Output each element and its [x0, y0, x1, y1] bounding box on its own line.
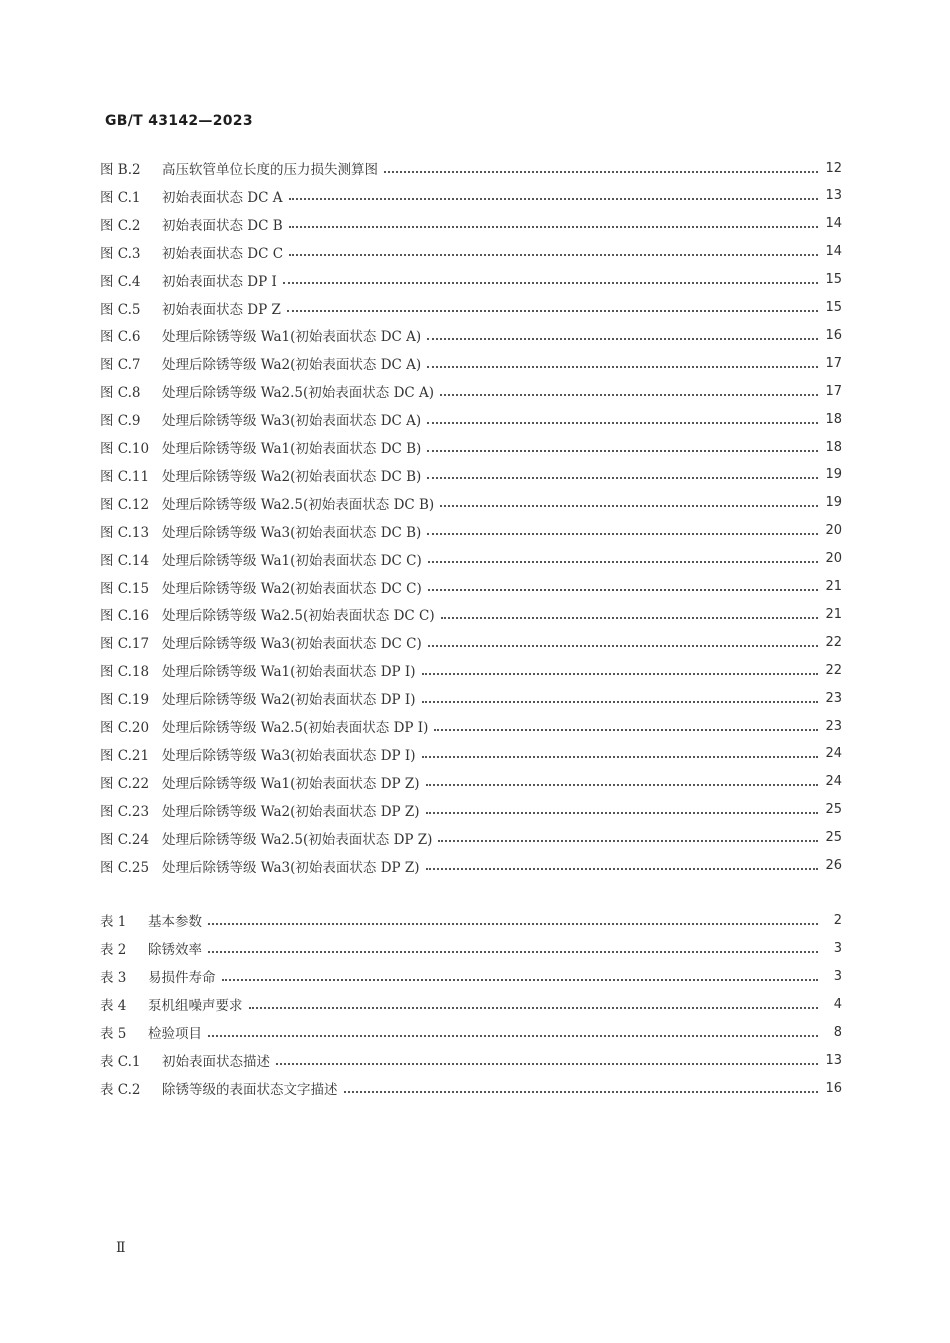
toc-entry-number: 图 C.5 — [100, 301, 141, 318]
toc-figure-entry[interactable] — [100, 241, 842, 263]
toc-entry-label — [100, 270, 277, 290]
toc-entry-label — [100, 158, 378, 178]
toc-figure-entry[interactable] — [100, 185, 842, 207]
toc-entry-number: 图 C.10 — [100, 441, 150, 457]
toc-entry-number: 表 C.2 — [100, 1082, 141, 1098]
toc-entry-label — [100, 910, 202, 930]
dot-leader — [438, 839, 818, 842]
dot-leader — [276, 1062, 818, 1065]
toc-entry-title: 初始表面状态 DP Z — [162, 301, 281, 318]
toc-figure-entry[interactable] — [100, 380, 842, 402]
dot-leader — [208, 922, 818, 925]
toc-figure-entry[interactable] — [100, 659, 842, 681]
toc-entry-title: 处理后除锈等级 Wa2(初始表面状态 DP Z) — [162, 803, 420, 820]
toc-table-entry[interactable] — [100, 1077, 842, 1099]
toc-entry-title: 处理后除锈等级 Wa3(初始表面状态 DP I) — [162, 747, 416, 764]
toc-entry-page: 4 — [833, 996, 842, 1012]
toc-figure-entry[interactable] — [100, 827, 842, 849]
toc-entry-page: 15 — [825, 300, 842, 315]
toc-entry-number: 图 C.17 — [100, 636, 150, 653]
toc-entry-page: 17 — [825, 355, 842, 371]
toc-entry-title: 处理后除锈等级 Wa2(初始表面状态 DC A) — [162, 357, 422, 374]
toc-entry-page: 21 — [825, 606, 842, 622]
toc-entry-number: 图 C.24 — [100, 831, 150, 848]
toc-entry-page: 25 — [825, 802, 842, 818]
dot-leader — [428, 644, 818, 647]
dot-leader — [427, 449, 818, 452]
toc-figure-entry[interactable] — [100, 213, 842, 235]
toc-entry-number: 图 C.21 — [100, 747, 150, 764]
toc-entry-title: 处理后除锈等级 Wa2.5(初始表面状态 DC B) — [162, 496, 435, 513]
toc-entry-label — [100, 744, 416, 764]
toc-entry-label — [100, 938, 202, 958]
toc-entry-page: 21 — [825, 579, 842, 594]
toc-entry-page: 14 — [825, 244, 842, 260]
toc-entry-number: 图 C.19 — [100, 692, 150, 709]
toc-entry-page: 3 — [833, 968, 842, 984]
toc-entry-page: 17 — [825, 383, 842, 399]
toc-entry-title: 初始表面状态 DP I — [162, 273, 277, 290]
toc-table-entry[interactable] — [100, 1021, 842, 1043]
toc-entry-label — [100, 1078, 338, 1098]
dot-leader — [428, 588, 818, 591]
toc-entry-title: 处理后除锈等级 Wa2(初始表面状态 DC B) — [162, 468, 422, 485]
toc-entry-label — [100, 325, 421, 345]
toc-figure-entry[interactable] — [100, 548, 842, 570]
toc-entry-title: 处理后除锈等级 Wa1(初始表面状态 DP Z) — [162, 775, 420, 792]
toc-figure-entry[interactable] — [100, 576, 842, 598]
toc-entry-page: 23 — [825, 690, 842, 706]
dot-leader — [426, 783, 818, 786]
toc-entry-label — [100, 1050, 270, 1070]
toc-figure-entry[interactable] — [100, 269, 842, 291]
dot-leader — [422, 700, 819, 703]
standard-code: GB/T 43142—2023 — [105, 113, 253, 129]
toc-entry-label — [100, 994, 243, 1014]
dot-leader — [384, 170, 818, 173]
dot-leader — [287, 309, 818, 312]
dot-leader — [427, 476, 818, 479]
toc-entry-number: 图 C.8 — [100, 385, 141, 402]
toc-entry-title: 处理后除锈等级 Wa2(初始表面状态 DC C) — [162, 580, 422, 597]
toc-figure-entry[interactable] — [100, 297, 842, 319]
dot-leader — [441, 616, 818, 619]
toc-entry-number: 图 C.9 — [100, 413, 141, 430]
toc-entry-title: 处理后除锈等级 Wa1(初始表面状态 DC C) — [162, 552, 422, 569]
toc-entry-number: 图 C.4 — [100, 273, 141, 290]
toc-entry-title: 处理后除锈等级 Wa2(初始表面状态 DP I) — [162, 692, 416, 709]
dot-leader — [422, 672, 819, 675]
toc-entry-number: 图 C.11 — [100, 468, 150, 485]
toc-figure-entry[interactable] — [100, 603, 842, 625]
toc-entry-number: 图 C.23 — [100, 803, 150, 820]
toc-entry-page: 22 — [825, 634, 842, 650]
toc-entry-number: 图 C.22 — [100, 775, 150, 792]
toc-entry-number: 图 C.6 — [100, 329, 141, 346]
toc-figure-entry[interactable] — [100, 855, 842, 877]
toc-entry-page: 23 — [825, 718, 842, 734]
toc-entry-title: 处理后除锈等级 Wa3(初始表面状态 DC C) — [162, 636, 422, 653]
dot-leader — [422, 755, 819, 758]
toc-entry-label — [100, 856, 420, 876]
toc-entry-title: 泵机组噪声要求 — [148, 998, 243, 1014]
dot-leader — [426, 867, 818, 870]
toc-entry-page: 25 — [825, 830, 842, 846]
toc-entry-page: 20 — [825, 551, 842, 567]
dot-leader — [344, 1090, 819, 1093]
toc-figure-entry[interactable] — [100, 464, 842, 486]
toc-entry-title: 处理后除锈等级 Wa2.5(初始表面状态 DP Z) — [162, 831, 433, 848]
toc-figure-entry[interactable] — [100, 492, 842, 514]
toc-entry-title: 处理后除锈等级 Wa2.5(初始表面状态 DC C) — [162, 608, 435, 625]
toc-entry-label — [100, 772, 420, 792]
toc-entry-label — [100, 604, 435, 624]
toc-entry-label — [100, 465, 421, 485]
toc-entry-title: 高压软管单位长度的压力损失测算图 — [162, 162, 378, 178]
toc-entry-label — [100, 242, 283, 262]
dot-leader — [289, 197, 819, 200]
toc-entry-title: 易损件寿命 — [148, 970, 216, 986]
toc-figure-entry[interactable] — [100, 324, 842, 346]
toc-entry-title: 检验项目 — [148, 1026, 202, 1042]
toc-entry-number: 表 1 — [100, 914, 127, 930]
toc-entry-label — [100, 186, 283, 206]
toc-entry-number: 图 C.7 — [100, 357, 141, 374]
toc-entry-page: 13 — [825, 188, 842, 204]
toc-entry-title: 处理后除锈等级 Wa3(初始表面状态 DP Z) — [162, 859, 420, 876]
toc-entry-page: 26 — [825, 858, 842, 873]
toc-entry-label — [100, 800, 420, 820]
dot-leader — [289, 225, 818, 228]
toc-figure-entry[interactable] — [100, 157, 842, 179]
toc-entry-number: 表 4 — [100, 998, 127, 1014]
toc-entry-title: 初始表面状态 DC C — [162, 245, 284, 262]
dot-leader — [289, 253, 818, 256]
toc-entry-page: 16 — [825, 327, 842, 343]
toc-table-entry[interactable] — [100, 993, 842, 1015]
toc-entry-title: 处理后除锈等级 Wa2.5(初始表面状态 DP I) — [162, 720, 429, 736]
dot-leader — [283, 281, 818, 284]
toc-entry-title: 处理后除锈等级 Wa3(初始表面状态 DC A) — [162, 413, 422, 430]
toc-entry-number: 图 C.2 — [100, 217, 141, 234]
toc-entry-title: 处理后除锈等级 Wa3(初始表面状态 DC B) — [162, 524, 422, 541]
toc-table-entry[interactable] — [100, 965, 842, 987]
toc-entry-number: 表 C.1 — [100, 1054, 141, 1070]
toc-entry-page: 13 — [825, 1052, 842, 1068]
toc-entry-page: 8 — [833, 1024, 842, 1040]
toc-entry-label — [100, 660, 416, 680]
dot-leader — [427, 532, 818, 535]
toc-entry-label — [100, 688, 416, 708]
dot-leader — [249, 1006, 819, 1009]
toc-entry-label — [100, 1022, 202, 1042]
toc-entry-number: 图 C.14 — [100, 552, 150, 569]
toc-figure-entry[interactable] — [100, 631, 842, 653]
toc-entry-page: 22 — [825, 662, 842, 678]
toc-entry-number: 图 C.3 — [100, 245, 141, 262]
toc-entry-title: 初始表面状态 DC A — [162, 189, 283, 206]
dot-leader — [428, 560, 818, 563]
toc-entry-title: 初始表面状态描述 — [162, 1054, 270, 1070]
dot-leader — [427, 365, 818, 368]
toc-entry-page: 20 — [825, 523, 842, 539]
dot-leader — [440, 504, 818, 507]
page-folio: Ⅱ — [116, 1240, 126, 1256]
toc-entry-title: 处理后除锈等级 Wa1(初始表面状态 DC B) — [162, 441, 422, 457]
toc-entry-label — [100, 437, 421, 457]
toc-figure-entry[interactable] — [100, 520, 842, 542]
toc-entry-label — [100, 716, 428, 736]
toc-entry-label — [100, 214, 283, 234]
toc-figure-entry[interactable] — [100, 408, 842, 430]
toc-figure-entry[interactable] — [100, 743, 842, 765]
toc-figure-entry[interactable] — [100, 771, 842, 793]
dot-leader — [208, 1034, 818, 1037]
toc-entry-label — [100, 632, 422, 652]
toc-table-entry[interactable] — [100, 1049, 842, 1071]
toc-entry-title: 处理后除锈等级 Wa1(初始表面状态 DP I) — [162, 664, 416, 681]
toc-entry-label — [100, 966, 216, 986]
toc-entry-page: 3 — [833, 940, 842, 956]
dot-leader — [427, 337, 818, 340]
toc-figure-entry[interactable] — [100, 799, 842, 821]
toc-entry-label — [100, 493, 434, 513]
toc-entry-title: 基本参数 — [148, 914, 202, 930]
dot-leader — [426, 811, 818, 814]
toc-entry-label — [100, 577, 422, 597]
toc-entry-label — [100, 409, 421, 429]
toc-entry-page: 2 — [833, 912, 842, 928]
toc-entry-label — [100, 381, 434, 401]
toc-entry-number: 图 B.2 — [100, 162, 141, 178]
toc-entry-title: 除锈等级的表面状态文字描述 — [162, 1082, 338, 1098]
toc-entry-title: 初始表面状态 DC B — [162, 217, 283, 234]
toc-entry-number: 表 2 — [100, 942, 127, 958]
toc-entry-number: 图 C.25 — [100, 859, 150, 876]
toc-entry-page: 19 — [825, 495, 842, 511]
toc-entry-number: 图 C.13 — [100, 524, 150, 541]
dot-leader — [427, 421, 818, 424]
toc-entry-page: 16 — [825, 1080, 842, 1096]
toc-entry-label — [100, 549, 422, 569]
toc-entry-label — [100, 521, 421, 541]
dot-leader — [222, 978, 819, 981]
toc-entry-number: 图 C.18 — [100, 664, 150, 681]
toc-entry-number: 表 3 — [100, 970, 127, 986]
toc-entry-number: 图 C.20 — [100, 720, 150, 736]
toc-entry-page: 15 — [825, 272, 842, 288]
toc-entry-title: 处理后除锈等级 Wa2.5(初始表面状态 DC A) — [162, 385, 435, 402]
toc-entry-page: 19 — [825, 467, 842, 483]
toc-entry-number: 图 C.1 — [100, 189, 141, 206]
toc-table-entry[interactable] — [100, 909, 842, 931]
dot-leader — [434, 728, 818, 731]
toc-entry-page: 18 — [825, 411, 842, 427]
dot-leader — [208, 950, 818, 953]
toc-entry-number: 图 C.16 — [100, 608, 150, 625]
toc-entry-label — [100, 298, 281, 318]
toc-entry-page: 12 — [825, 160, 842, 176]
toc-figure-entry[interactable] — [100, 352, 842, 374]
dot-leader — [440, 393, 818, 396]
toc-entry-page: 18 — [825, 439, 842, 455]
toc-entry-label — [100, 353, 421, 373]
toc-figure-entry[interactable] — [100, 436, 842, 458]
toc-entry-number: 图 C.15 — [100, 580, 150, 597]
toc-entry-number: 表 5 — [100, 1026, 127, 1042]
toc-entry-label — [100, 828, 432, 848]
toc-table-entry[interactable] — [100, 937, 842, 959]
toc-entry-number: 图 C.12 — [100, 496, 150, 513]
toc-figure-entry[interactable] — [100, 715, 842, 737]
toc-entry-page: 14 — [825, 216, 842, 232]
toc-entry-page: 24 — [825, 774, 842, 790]
toc-entry-title: 除锈效率 — [148, 942, 202, 958]
toc-entry-page: 24 — [825, 746, 842, 762]
toc-entry-title: 处理后除锈等级 Wa1(初始表面状态 DC A) — [162, 329, 422, 346]
toc-figure-entry[interactable] — [100, 687, 842, 709]
